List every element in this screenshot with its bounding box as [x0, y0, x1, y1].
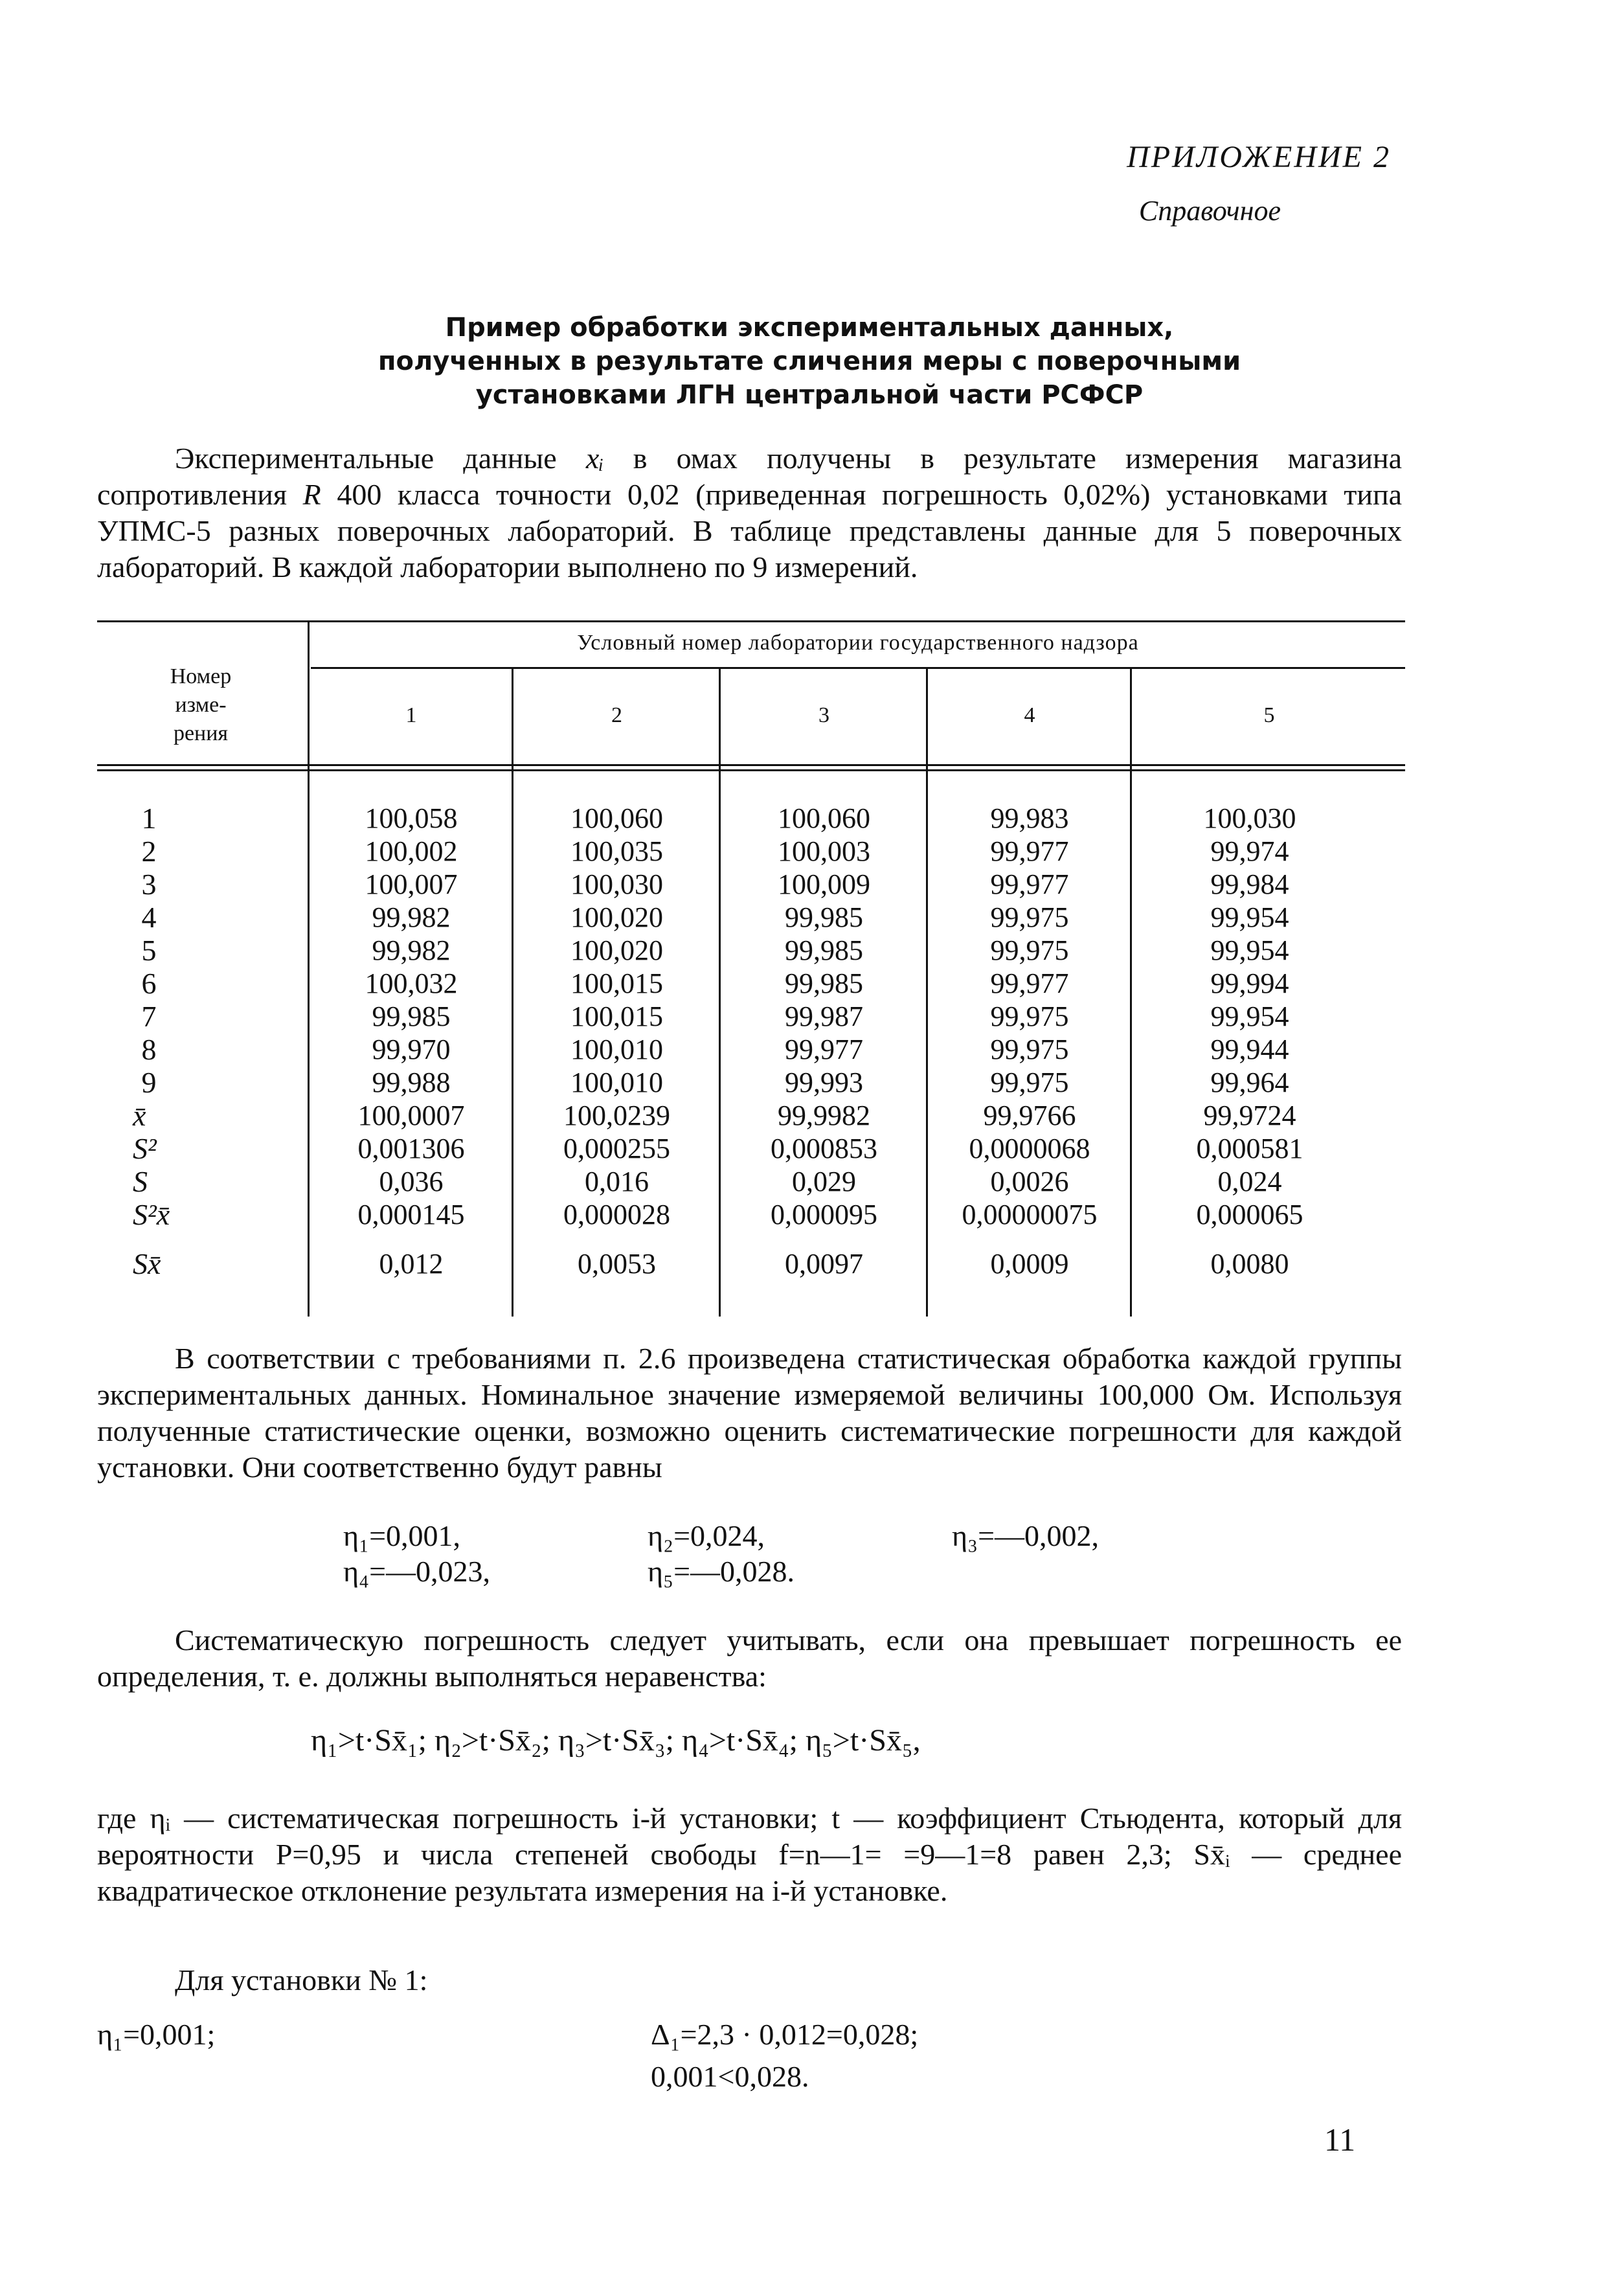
table-vrule	[719, 667, 721, 1317]
table-vrule	[1130, 667, 1132, 1317]
lab-4-column	[929, 802, 1130, 1280]
document-title	[162, 311, 1457, 412]
table-rule	[97, 620, 1405, 622]
header-line: рения	[173, 721, 229, 745]
table-rule	[97, 769, 1405, 771]
laboratory-group-header: Условный номер лаборатории государственного надзора	[577, 631, 1139, 655]
table-cell: 0,000145	[357, 1199, 465, 1230]
table-cell: 0,0097	[785, 1248, 863, 1280]
table-cell: 99,977	[990, 868, 1069, 900]
table-cell: 0,001306	[357, 1133, 465, 1164]
table-cell: 0,0080	[1210, 1248, 1289, 1280]
lab-1-column	[311, 802, 512, 1280]
row-number: 6	[141, 967, 157, 1000]
table-cell: 99,994	[1210, 967, 1289, 999]
table-cell: 100,020	[570, 934, 663, 966]
table-cell: 0,000095	[771, 1199, 877, 1230]
table-cell: 0,000028	[563, 1199, 670, 1230]
intro-text: в омах получены в результате измерения магазина сопротивления	[97, 442, 1402, 511]
table-cell: 99,977	[990, 967, 1069, 999]
table-cell: 0,000255	[563, 1133, 670, 1164]
table-cell: 0,0009	[990, 1248, 1069, 1280]
table-cell: 100,002	[365, 835, 458, 867]
table-cell: 99,944	[1210, 1034, 1289, 1065]
row-number: 1	[141, 802, 157, 835]
paragraph-installation-1: Для установки № 1:	[175, 1963, 428, 1996]
stat-label-variance: S²	[133, 1132, 157, 1165]
intro-text: 400 класса точности 0,02 (приведенная погрешность 0,02%) установками типа УПМС-5 разных поверочных лабораторий. В таблице представлены данные для 5 поверочных лабораторий. В каждой лаборатории выполнено по 9 измерений.	[97, 478, 1402, 583]
title-line: установками ЛГН центральной части РСФСР	[475, 380, 1144, 410]
table-cell: 0,012	[379, 1248, 444, 1280]
row-number: 7	[141, 1000, 157, 1033]
table-vrule	[926, 667, 928, 1317]
table-cell: 99,985	[372, 1001, 451, 1032]
lab-2-column	[515, 802, 719, 1280]
table-rule	[97, 764, 1405, 766]
table-cell: 100,015	[570, 1001, 663, 1032]
lab-3-column	[722, 802, 926, 1280]
delta-1-calculation: Δ₁=2,3 · 0,012=0,028;	[651, 2018, 919, 2051]
table-cell: 99,983	[990, 802, 1069, 834]
table-cell: 0,029	[792, 1166, 856, 1197]
table-cell: 99,954	[1210, 901, 1289, 933]
variable-r: R	[302, 478, 321, 511]
table-cell: 100,010	[570, 1067, 663, 1098]
appendix-heading: ПРИЛОЖЕНИЕ 2	[1127, 140, 1391, 174]
table-cell: 99,982	[372, 901, 451, 933]
table-cell: 99,985	[785, 967, 863, 999]
table-cell: 100,007	[365, 868, 458, 900]
table-cell: 100,003	[778, 835, 870, 867]
eta-4: η₄=—0,023,	[343, 1555, 491, 1588]
table-cell: 100,060	[778, 802, 870, 834]
table-cell: 99,988	[372, 1067, 451, 1098]
eta-3: η₃=—0,002,	[952, 1519, 1100, 1552]
table-cell: 0,0053	[578, 1248, 656, 1280]
table-cell: 99,9724	[1203, 1100, 1296, 1131]
reference-label: Справочное	[1138, 195, 1281, 227]
table-cell: 99,975	[990, 934, 1069, 966]
lab-number-1: 1	[405, 703, 417, 727]
table-cell: 99,954	[1210, 934, 1289, 966]
table-cell: 0,0026	[990, 1166, 1069, 1197]
table-cell: 99,9982	[778, 1100, 870, 1131]
paragraph-definitions: где ηᵢ — систематическая погрешность i-й установки; t — коэффициент Стьюдента, который для вероятности P=0,95 и числа степеней свободы f=n—1= =9—1=8 равен 2,3; Sx̄ᵢ — среднее квадратическое отклонение результата измерения на i-й установке.	[97, 1802, 1402, 1907]
table-cell: 100,058	[365, 802, 458, 834]
variable-x: xᵢ	[585, 442, 604, 475]
eta-5: η₅=—0,028.	[648, 1555, 795, 1588]
paragraph-systematic-error: Систематическую погрешность следует учитывать, если она превышает погрешность ее определения, т. е. должны выполняться неравенства:	[97, 1623, 1402, 1693]
table-vrule	[308, 620, 310, 1317]
table-cell: 0,016	[585, 1166, 649, 1197]
comparison-result: 0,001<0,028.	[651, 2060, 809, 2093]
eta-1-value: η₁=0,001;	[97, 2018, 216, 2051]
table-cell: 100,009	[778, 868, 870, 900]
stat-label-mean-std: Sx̄	[133, 1247, 161, 1280]
table-cell: 100,0239	[563, 1100, 670, 1131]
row-number: 5	[141, 934, 157, 967]
table-cell: 100,030	[1203, 802, 1296, 834]
table-cell: 99,975	[990, 1001, 1069, 1032]
table-cell: 100,0007	[357, 1100, 465, 1131]
table-cell: 99,975	[990, 1034, 1069, 1065]
row-number: 3	[141, 868, 157, 901]
row-number: 2	[141, 835, 157, 868]
lab-number-2: 2	[611, 703, 622, 727]
header-line: изме-	[175, 693, 227, 717]
table-cell: 0,0000068	[969, 1133, 1090, 1164]
table-cell: 99,974	[1210, 835, 1289, 867]
lab-5-column	[1133, 802, 1366, 1280]
intro-text: Экспериментальные данные	[175, 442, 586, 475]
lab-number-3: 3	[818, 703, 829, 727]
table-cell: 100,020	[570, 901, 663, 933]
header-line: Номер	[170, 664, 232, 688]
table-cell: 99,977	[990, 835, 1069, 867]
title-line: полученных в результате сличения меры с поверочными	[378, 346, 1241, 376]
inequalities: η₁>t·Sx̄₁; η₂>t·Sx̄₂; η₃>t·Sx̄₃; η₄>t·Sx̄₄; η₅>t·Sx̄₅,	[311, 1723, 921, 1758]
table-cell: 99,982	[372, 934, 451, 966]
title-line: Пример обработки экспериментальных данных,	[445, 313, 1174, 343]
row-number: 9	[141, 1066, 157, 1099]
table-cell: 0,00000075	[962, 1199, 1098, 1230]
table-cell: 99,9766	[983, 1100, 1076, 1131]
page-number: 11	[1324, 2121, 1356, 2158]
data-table	[97, 620, 1405, 1317]
stat-label-std: S	[133, 1165, 148, 1198]
table-cell: 99,975	[990, 901, 1069, 933]
table-cell: 99,987	[785, 1001, 863, 1032]
table-cell: 99,954	[1210, 1001, 1289, 1032]
table-cell: 0,000853	[771, 1133, 877, 1164]
table-cell: 99,985	[785, 901, 863, 933]
table-cell: 0,000065	[1196, 1199, 1303, 1230]
table-cell: 99,964	[1210, 1067, 1289, 1098]
table-cell: 100,030	[570, 868, 663, 900]
intro-paragraph	[97, 440, 1402, 585]
table-cell: 99,970	[372, 1034, 451, 1065]
row-number: 4	[141, 901, 157, 934]
table-cell: 0,024	[1217, 1166, 1282, 1197]
table-cell: 0,036	[379, 1166, 444, 1197]
table-cell: 99,984	[1210, 868, 1289, 900]
paragraph-statistical-processing: В соответствии с требованиями п. 2.6 произведена статистическая обработка каждой группы экспериментальных данных. Номинальное значение измеряемой величины 100,000 Ом. Используя полученные статистические оценки, возможно оценить систематические погрешности для каждой установки. Они соответственно будут равны	[97, 1342, 1402, 1484]
table-rule	[311, 667, 1405, 669]
lab-number-4: 4	[1024, 703, 1035, 727]
measurement-number-header	[97, 662, 304, 748]
lab-number-5: 5	[1263, 703, 1275, 727]
row-number: 8	[141, 1033, 157, 1066]
table-vrule	[512, 667, 513, 1317]
table-cell: 100,015	[570, 967, 663, 999]
eta-2: η₂=0,024,	[648, 1519, 765, 1552]
stat-label-mean: x̄	[133, 1099, 146, 1132]
table-cell: 99,985	[785, 934, 863, 966]
table-cell: 0,000581	[1196, 1133, 1303, 1164]
table-cell: 100,060	[570, 802, 663, 834]
table-cell: 100,010	[570, 1034, 663, 1065]
table-cell: 100,035	[570, 835, 663, 867]
eta-1: η₁=0,001,	[343, 1519, 461, 1552]
table-cell: 99,977	[785, 1034, 863, 1065]
table-cell: 99,993	[785, 1067, 863, 1098]
table-cell: 100,032	[365, 967, 458, 999]
stat-label-mean-variance: S²x̄	[133, 1198, 170, 1231]
table-cell: 99,975	[990, 1067, 1069, 1098]
